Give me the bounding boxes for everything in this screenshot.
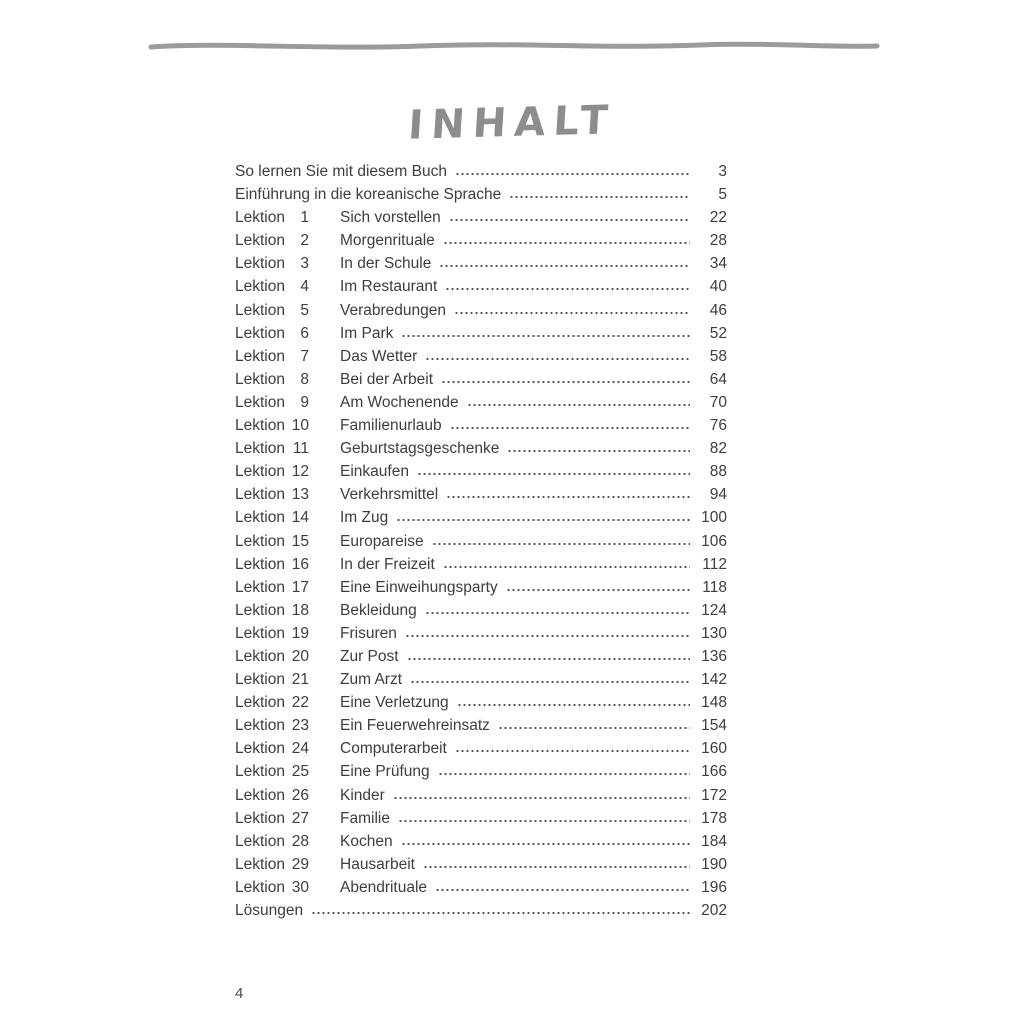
lesson-label: Lektion: [235, 694, 285, 712]
lesson-number: 6: [300, 324, 309, 342]
entry-title: Geburtstagsgeschenke: [340, 440, 500, 458]
lesson-number: 14: [291, 509, 309, 527]
entry-page-number: 118: [702, 578, 727, 596]
lesson-label: Lektion: [235, 486, 285, 504]
entry-page-number: 64: [709, 370, 727, 388]
lesson-number: 19: [291, 624, 309, 642]
entry-page-number: 166: [701, 763, 727, 781]
dot-leader: [396, 518, 690, 522]
lesson-label: Lektion: [235, 601, 285, 619]
entry-page-number: 40: [709, 278, 727, 296]
lesson-number: 22: [291, 694, 309, 712]
lesson-number: 16: [291, 555, 309, 573]
entry-title: Sich vorstellen: [340, 209, 441, 227]
entry-title: In der Freizeit: [340, 555, 435, 573]
lesson-label: Lektion: [235, 624, 285, 642]
entry-page-number: 94: [709, 486, 727, 504]
toc-row: [235, 322, 727, 345]
entry-title: Einführung in die koreanische Sprache: [235, 186, 502, 204]
toc-row: [235, 576, 727, 599]
toc-row: [235, 737, 727, 760]
dot-leader: [455, 749, 690, 753]
lesson-number: 15: [291, 532, 309, 550]
entry-title: Frisuren: [340, 624, 397, 642]
entry-page-number: 46: [709, 301, 727, 319]
toc-row: [235, 807, 727, 830]
entry-page-number: 202: [701, 902, 727, 919]
entry-title: Kochen: [340, 832, 393, 850]
dot-leader: [441, 380, 690, 384]
entry-title: Familienurlaub: [340, 417, 442, 435]
entry-title: Hausarbeit: [340, 855, 415, 873]
toc-row: [235, 299, 727, 322]
entry-title: Verkehrsmittel: [340, 486, 439, 504]
lesson-number: 5: [300, 301, 309, 319]
dot-leader: [446, 495, 690, 499]
entry-title: Im Restaurant: [340, 278, 438, 296]
lesson-number: 7: [300, 347, 309, 365]
dot-leader: [407, 657, 690, 661]
lesson-label: Lektion: [235, 578, 285, 596]
lesson-label: Lektion: [235, 255, 285, 273]
entry-title: Bekleidung: [340, 601, 417, 619]
lesson-label: Lektion: [235, 671, 285, 689]
entry-page-number: 136: [701, 647, 727, 665]
entry-page-number: 52: [709, 324, 727, 342]
dot-leader: [423, 865, 690, 869]
toc-row: [235, 229, 727, 252]
toc-row: [235, 206, 727, 229]
toc-row: [235, 414, 727, 437]
entry-title: Eine Einweihungsparty: [340, 578, 498, 596]
table-of-contents: [235, 160, 727, 922]
lesson-label: Lektion: [235, 232, 285, 250]
lesson-label: Lektion: [235, 532, 285, 550]
lesson-label: Lektion: [235, 878, 285, 896]
entry-title: Im Park: [340, 324, 394, 342]
dot-leader: [457, 703, 690, 707]
lesson-number: 12: [291, 463, 309, 481]
dot-leader: [417, 472, 690, 476]
lesson-number: 29: [291, 855, 309, 873]
entry-page-number: 142: [701, 671, 727, 689]
entry-page-number: 22: [709, 209, 727, 227]
dot-leader: [439, 264, 690, 268]
dot-leader: [405, 634, 690, 638]
entry-page-number: 88: [709, 463, 727, 481]
lesson-label: Lektion: [235, 786, 285, 804]
entry-title: Computerarbeit: [340, 740, 447, 758]
toc-row: [235, 506, 727, 529]
entry-page-number: 196: [701, 878, 727, 896]
entry-page-number: 3: [718, 163, 727, 180]
lesson-number: 18: [291, 601, 309, 619]
dot-leader: [467, 403, 690, 407]
lesson-label: Lektion: [235, 855, 285, 873]
lesson-number: 20: [291, 647, 309, 665]
dot-leader: [438, 772, 690, 776]
toc-row: [235, 645, 727, 668]
toc-row: [235, 483, 727, 506]
lesson-number: 8: [300, 370, 309, 388]
dot-leader: [443, 565, 690, 569]
entry-page-number: 190: [701, 855, 727, 873]
entry-page-number: 154: [701, 717, 727, 735]
lesson-label: Lektion: [235, 763, 285, 781]
dot-leader: [311, 911, 690, 915]
dot-leader: [410, 680, 690, 684]
entry-title: Einkaufen: [340, 463, 409, 481]
entry-title: Eine Verletzung: [340, 694, 449, 712]
lesson-label: Lektion: [235, 463, 285, 481]
toc-row: [235, 876, 727, 899]
toc-row: [235, 668, 727, 691]
entry-title: Zum Arzt: [340, 671, 403, 689]
lesson-label: Lektion: [235, 717, 285, 735]
entry-page-number: 82: [709, 440, 727, 458]
toc-row: [235, 853, 727, 876]
entry-title: Zur Post: [340, 647, 399, 665]
entry-title: Im Zug: [340, 509, 389, 527]
toc-row: [235, 160, 727, 183]
page-number: 4: [235, 985, 244, 1002]
lesson-label: Lektion: [235, 301, 285, 319]
toc-row: [235, 691, 727, 714]
entry-title: Morgenrituale: [340, 232, 435, 250]
lesson-label: Lektion: [235, 347, 285, 365]
lesson-number: 21: [291, 671, 309, 689]
dot-leader: [449, 218, 690, 222]
toc-row: [235, 183, 727, 206]
dot-leader: [432, 542, 690, 546]
dot-leader: [425, 357, 690, 361]
lesson-number: 27: [291, 809, 309, 827]
toc-row: [235, 760, 727, 783]
lesson-number: 30: [291, 878, 309, 896]
dot-leader: [455, 172, 690, 176]
entry-title: Am Wochenende: [340, 393, 459, 411]
toc-row: [235, 368, 727, 391]
entry-page-number: 178: [701, 809, 727, 827]
toc-row: [235, 391, 727, 414]
lesson-label: Lektion: [235, 278, 285, 296]
lesson-label: Lektion: [235, 370, 285, 388]
dot-leader: [450, 426, 690, 430]
dot-leader: [401, 334, 690, 338]
lesson-label: Lektion: [235, 440, 285, 458]
lesson-number: 2: [300, 232, 309, 250]
dot-leader: [398, 819, 690, 823]
entry-title: Bei der Arbeit: [340, 370, 434, 388]
toc-row: [235, 784, 727, 807]
lesson-label: Lektion: [235, 209, 285, 227]
toc-row: [235, 899, 727, 922]
lesson-number: 25: [291, 763, 309, 781]
toc-row: [235, 530, 727, 553]
toc-row: [235, 622, 727, 645]
entry-page-number: 148: [701, 694, 727, 712]
lesson-number: 10: [291, 417, 309, 435]
lesson-number: 23: [291, 717, 309, 735]
entry-page-number: 70: [709, 393, 727, 411]
lesson-number: 4: [300, 278, 309, 296]
lesson-number: 3: [300, 255, 309, 273]
dot-leader: [509, 195, 690, 199]
lesson-number: 28: [291, 832, 309, 850]
entry-page-number: 5: [718, 186, 727, 204]
page-title: INHALT: [406, 97, 618, 149]
dot-leader: [498, 726, 690, 730]
dot-leader: [454, 311, 690, 315]
entry-title: Lösungen: [235, 902, 304, 919]
entry-page-number: 130: [701, 624, 727, 642]
toc-row: [235, 275, 727, 298]
entry-title: So lernen Sie mit diesem Buch: [235, 163, 447, 180]
entry-title: Ein Feuerwehreinsatz: [340, 717, 490, 735]
lesson-label: Lektion: [235, 393, 285, 411]
lesson-number: 17: [291, 578, 309, 596]
hand-drawn-divider-line: [0, 0, 1024, 70]
entry-title: Kinder: [340, 786, 385, 804]
entry-title: Familie: [340, 809, 390, 827]
lesson-number: 13: [291, 486, 309, 504]
entry-page-number: 28: [709, 232, 727, 250]
dot-leader: [507, 449, 690, 453]
toc-row: [235, 437, 727, 460]
entry-page-number: 112: [702, 555, 727, 573]
entry-title: Abendrituale: [340, 878, 428, 896]
toc-row: [235, 460, 727, 483]
dot-leader: [401, 842, 690, 846]
toc-row: [235, 830, 727, 853]
lesson-number: 26: [291, 786, 309, 804]
dot-leader: [393, 796, 690, 800]
dot-leader: [435, 888, 690, 892]
lesson-label: Lektion: [235, 509, 285, 527]
entry-page-number: 34: [709, 255, 727, 273]
toc-row: [235, 599, 727, 622]
entry-page-number: 160: [701, 740, 727, 758]
entry-page-number: 76: [709, 417, 727, 435]
entry-title: Das Wetter: [340, 347, 418, 365]
lesson-number: 11: [292, 440, 309, 458]
entry-page-number: 106: [701, 532, 727, 550]
entry-title: Eine Prüfung: [340, 763, 430, 781]
toc-row: [235, 714, 727, 737]
lesson-label: Lektion: [235, 647, 285, 665]
lesson-label: Lektion: [235, 809, 285, 827]
lesson-label: Lektion: [235, 555, 285, 573]
entry-page-number: 100: [701, 509, 727, 527]
entry-title: Verabredungen: [340, 301, 447, 319]
entry-page-number: 124: [701, 601, 727, 619]
toc-row: [235, 553, 727, 576]
dot-leader: [425, 611, 690, 615]
lesson-label: Lektion: [235, 832, 285, 850]
entry-title: Europareise: [340, 532, 424, 550]
lesson-label: Lektion: [235, 740, 285, 758]
lesson-number: 24: [291, 740, 309, 758]
lesson-label: Lektion: [235, 324, 285, 342]
dot-leader: [443, 241, 690, 245]
lesson-number: 9: [300, 393, 309, 411]
lesson-number: 1: [300, 209, 309, 227]
toc-row: [235, 252, 727, 275]
entry-title: In der Schule: [340, 255, 432, 273]
entry-page-number: 172: [701, 786, 727, 804]
dot-leader: [506, 588, 690, 592]
entry-page-number: 184: [701, 832, 727, 850]
dot-leader: [445, 287, 690, 291]
entry-page-number: 58: [709, 347, 727, 365]
toc-row: [235, 345, 727, 368]
lesson-label: Lektion: [235, 417, 285, 435]
